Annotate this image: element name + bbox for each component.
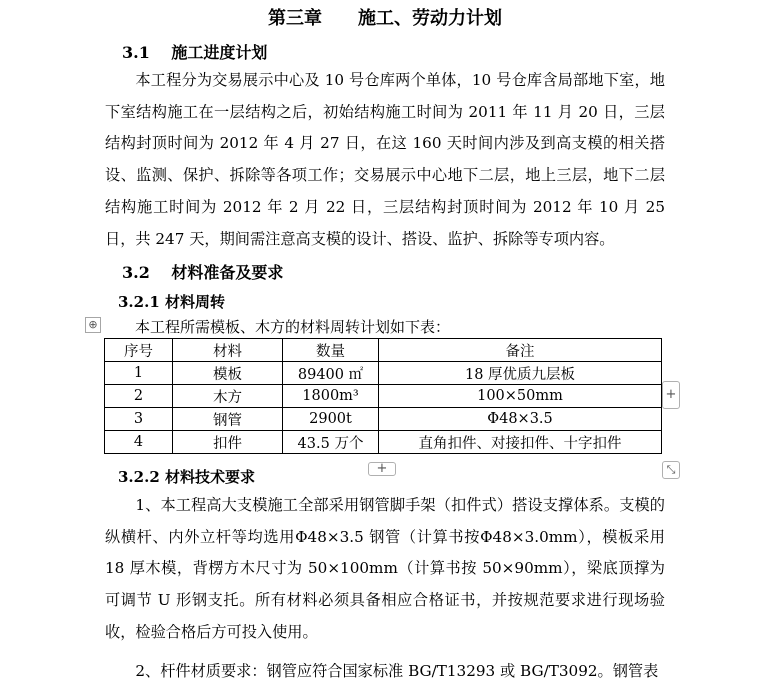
cell-quantity[interactable]: 2900t (283, 408, 379, 431)
table-row (105, 431, 662, 454)
table-header-row (105, 339, 662, 362)
cell-quantity[interactable]: 43.5 万个 (283, 431, 379, 454)
cell-index[interactable]: 3 (105, 408, 173, 431)
cell-material[interactable]: 模板 (173, 362, 283, 385)
table-move-icon[interactable]: ⊕ (85, 317, 101, 333)
cell-index[interactable]: 2 (105, 385, 173, 408)
cell-material[interactable]: 钢管 (173, 408, 283, 431)
header-material: 材料 (173, 339, 283, 362)
section-3-2-1-heading: 3.2.1 材料周转 (118, 293, 225, 311)
add-row-button[interactable]: + (368, 462, 396, 476)
cell-quantity[interactable]: 1800m³ (283, 385, 379, 408)
table-row (105, 362, 662, 385)
material-turnover-table[interactable] (104, 338, 662, 454)
header-index: 序号 (105, 339, 173, 362)
cell-remark[interactable]: Φ48×3.5 (379, 408, 662, 431)
section-3-1-heading: 3.1 施工进度计划 (122, 43, 268, 62)
cell-index[interactable]: 4 (105, 431, 173, 454)
cell-remark[interactable]: 100×50mm (379, 385, 662, 408)
schedule-paragraph: 本工程分为交易展示中心及 10 号仓库两个单体，10 号仓库含局部地下室，地下室结构施工在一层结构之后，初始结构施工时间为 2011 年 11 月 20 日，三层结构封顶时间为 2012 年 4 月 27 日，在这 160 天时间内涉及到高支模的相关搭设、监测、保护、拆除等各项工作；交易展示中心地下二层，地上三层，地下二层结构施工时间为 2012 年 2 月 22 日，三层结构封顶时间为 2012 年 10 月 25 日，共 247 天，期间需注意高支模的设计、搭设、监护、拆除等专项内容。 (105, 71, 665, 248)
header-remark: 备注 (379, 339, 662, 362)
technical-requirements-paragraph-2: 2、杆件材质要求：钢管应符合国家标准 BG/T13293 或 BG/T3092。钢管表 (135, 661, 659, 680)
table-intro-text: 本工程所需模板、木方的材料周转计划如下表： (135, 318, 451, 336)
add-column-button[interactable]: + (662, 381, 680, 409)
cell-remark[interactable]: 直角扣件、对接扣件、十字扣件 (379, 431, 662, 454)
table-resize-icon[interactable]: ⤡ (662, 461, 680, 479)
section-3-2-heading: 3.2 材料准备及要求 (122, 263, 284, 282)
cell-index[interactable]: 1 (105, 362, 173, 385)
cell-material[interactable]: 木方 (173, 385, 283, 408)
cell-quantity[interactable]: 89400 ㎡ (283, 362, 379, 385)
section-3-2-2-heading: 3.2.2 材料技术要求 (118, 468, 255, 486)
section-3-2-2-body (105, 490, 665, 687)
header-quantity: 数量 (283, 339, 379, 362)
table-row (105, 385, 662, 408)
cell-remark[interactable]: 18 厚优质九层板 (379, 362, 662, 385)
section-3-1-body (105, 65, 665, 255)
cell-material[interactable]: 扣件 (173, 431, 283, 454)
table-row (105, 408, 662, 431)
chapter-title: 第三章 施工、劳动力计划 (268, 8, 502, 29)
technical-requirements-paragraph-1: 1、本工程高大支模施工全部采用钢管脚手架（扣件式）搭设支撑体系。支模的纵横杆、内外立杆等均选用Φ48×3.5 钢管（计算书按Φ48×3.0mm），模板采用 18 厚木模，背楞方木尺寸为 50×100mm（计算书按 50×90mm），梁底顶撑为可调节 U 形钢支托。所有材料必须具备相应合格证书，并按规范要求进行现场验收，检验合格后方可投入使用。 (105, 496, 665, 641)
